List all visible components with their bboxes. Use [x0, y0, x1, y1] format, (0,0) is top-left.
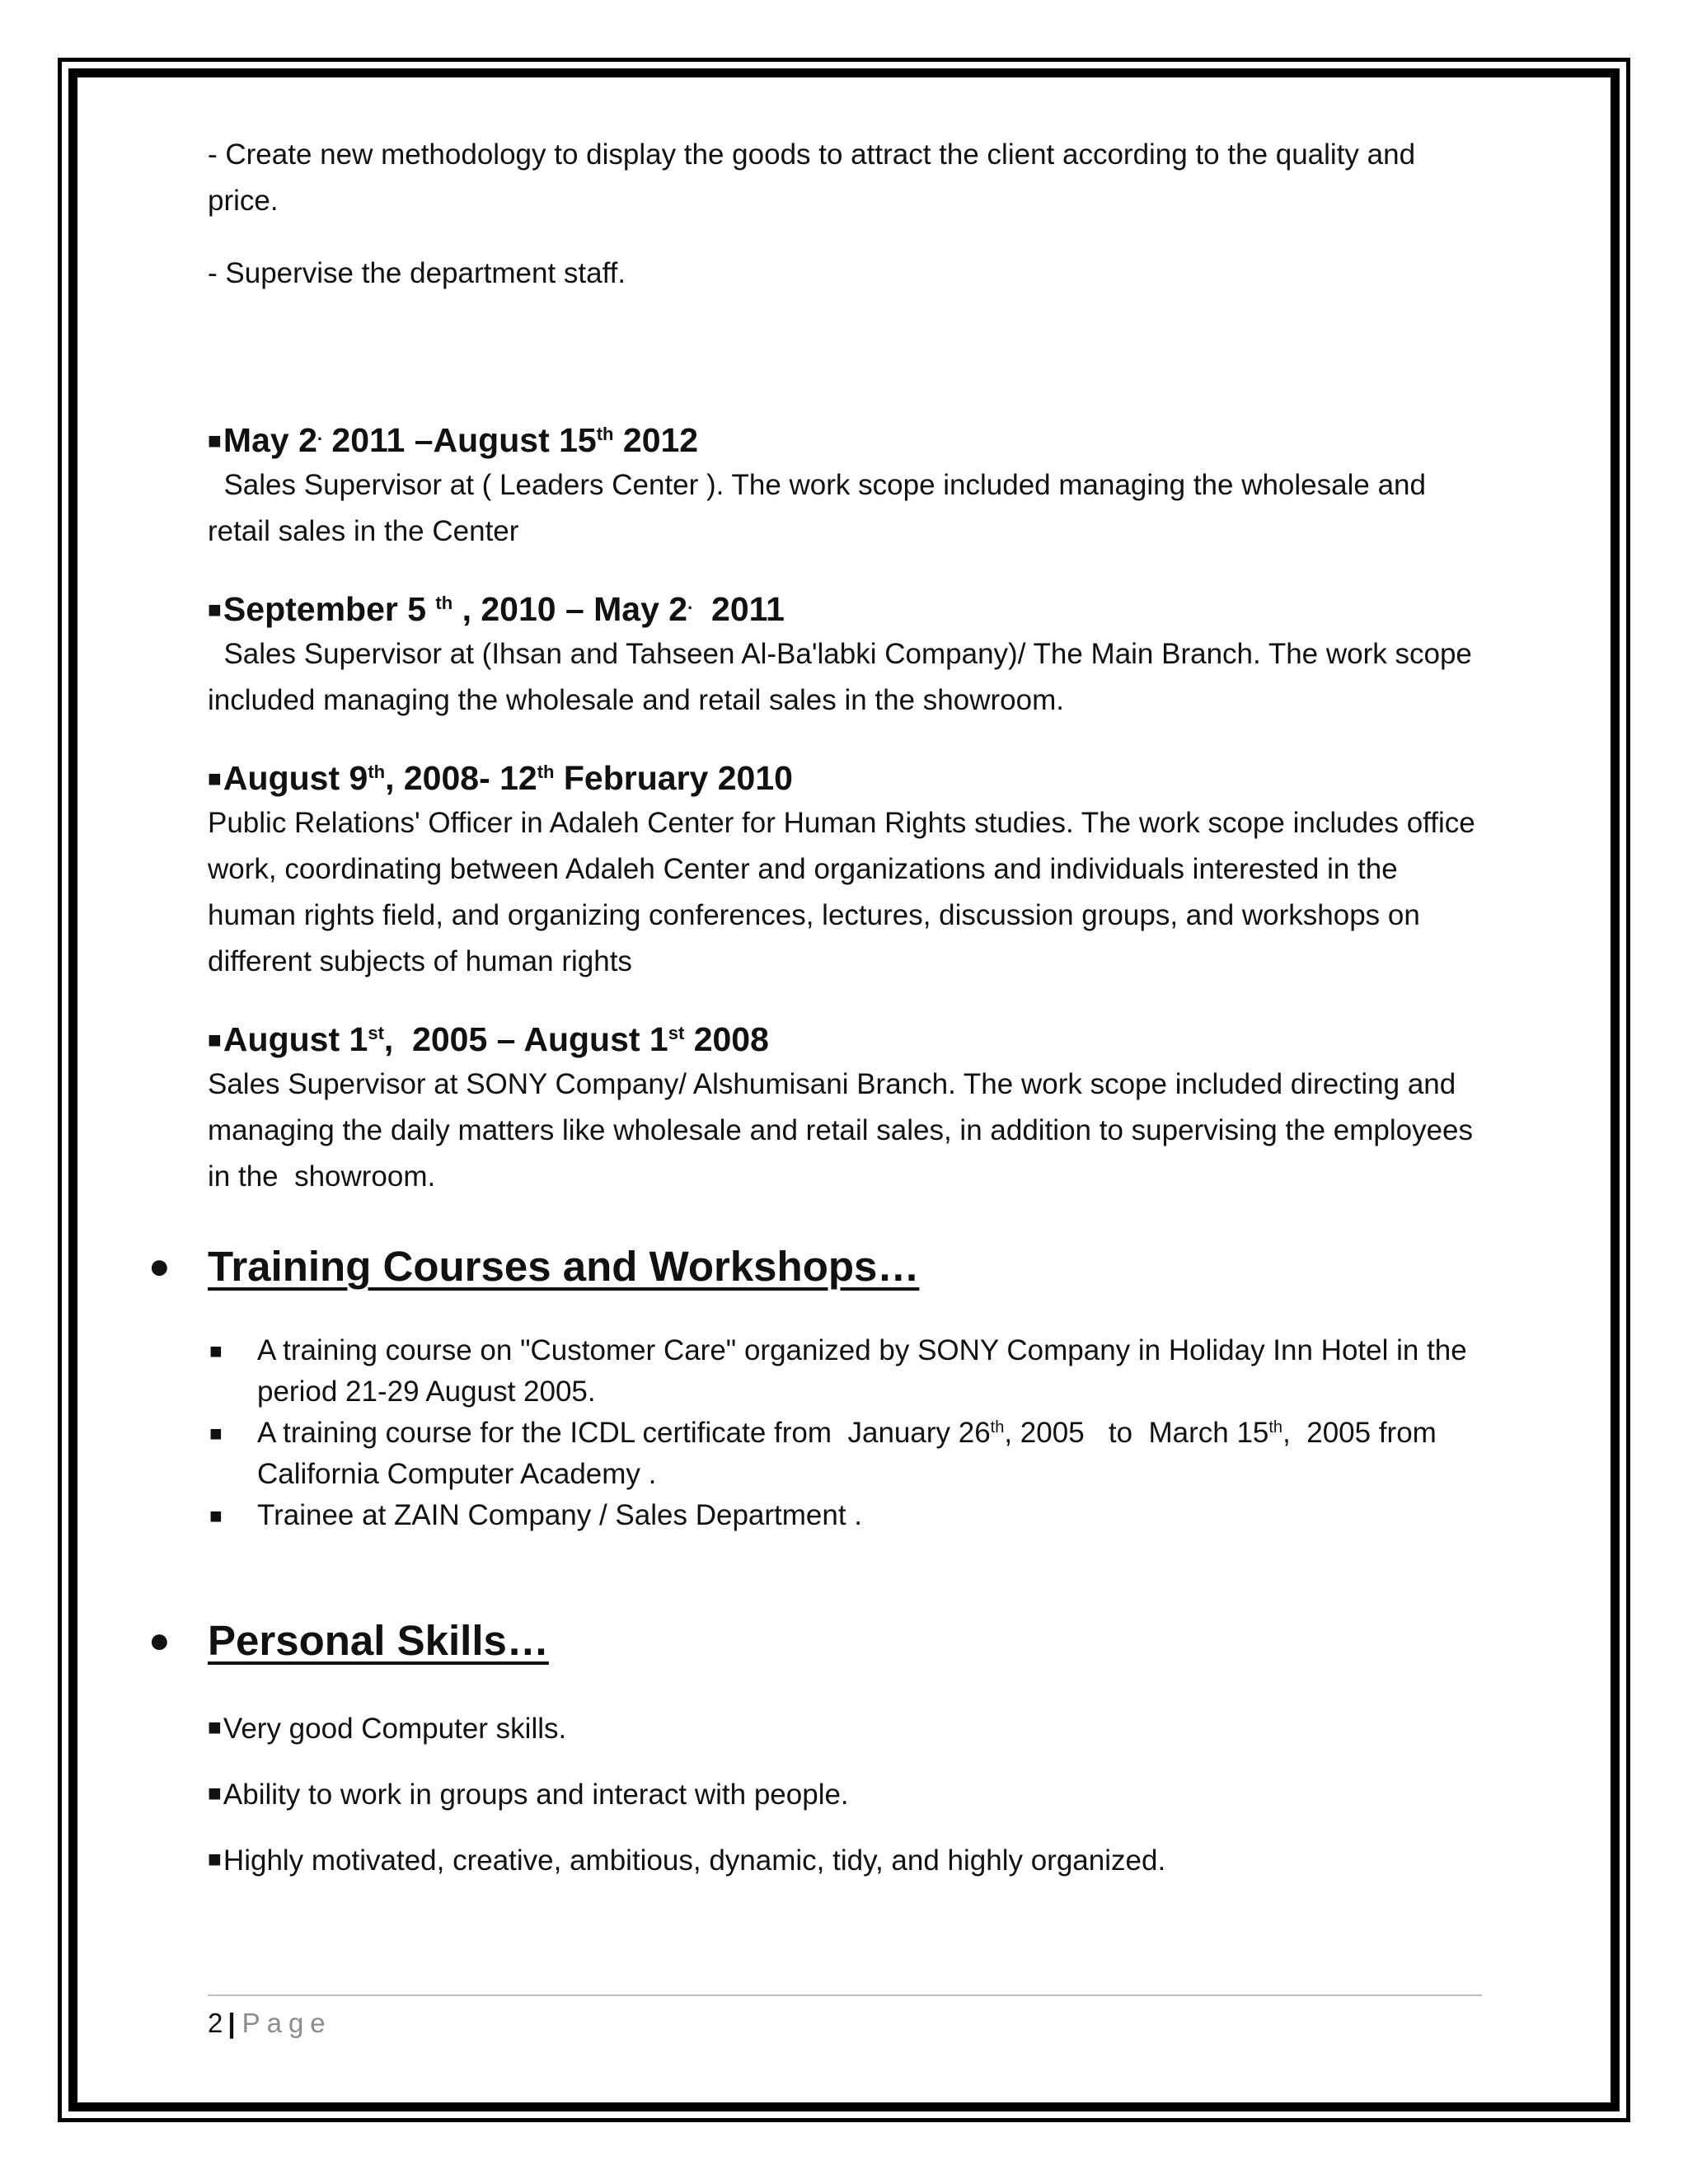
document-body	[148, 132, 1481, 1884]
square-bullet-icon: ■	[208, 428, 222, 453]
job-date-heading: ■August 1st, 2005 – August 1st 2008	[208, 1020, 769, 1058]
square-bullet-icon: ■	[209, 1421, 223, 1446]
page-number: 2	[208, 2008, 223, 2038]
square-bullet-icon: ■	[209, 1503, 223, 1528]
page-footer	[208, 1994, 1482, 2044]
job-entry	[208, 1018, 1481, 1200]
job-date-heading: ■August 9th, 2008- 12th February 2010	[208, 759, 793, 797]
job-entry	[208, 588, 1480, 724]
skill-item: ■Ability to work in groups and interact with people.	[208, 1779, 849, 1811]
skills-section-title: ● Personal Skills…	[208, 1612, 1477, 1670]
square-bullet-icon: ■	[208, 1846, 222, 1872]
round-bullet-icon: ●	[148, 1246, 171, 1286]
job-date-heading: ■May 2. 2011 –August 15th 2012	[208, 421, 699, 459]
intro-line-2: - Supervise the department staff.	[208, 257, 626, 289]
skill-item: ■Very good Computer skills.	[208, 1713, 567, 1745]
footer-separator: |	[227, 2008, 236, 2038]
list-item: ■ A training course for the ICDL certificate from January 26th, 2005 to March 15th, 2005 from California Computer Academy .	[208, 1413, 1477, 1495]
round-bullet-icon: ●	[148, 1620, 171, 1661]
job-entry	[208, 757, 1477, 985]
square-bullet-icon: ■	[208, 1714, 222, 1740]
skill-item: ■Highly motivated, creative, ambitious, dynamic, tidy, and highly organized.	[208, 1844, 1166, 1877]
list-item: ■ Trainee at ZAIN Company / Sales Department .	[208, 1495, 1477, 1536]
page-label: Page	[241, 2008, 332, 2038]
job-description: Sales Supervisor at ( Leaders Center ). The work scope included managing the wholesale and retail sales in the Center	[208, 469, 1434, 547]
square-bullet-icon: ■	[208, 1027, 222, 1052]
training-list	[208, 1330, 1477, 1536]
job-description: Sales Supervisor at SONY Company/ Alshumisani Branch. The work scope included directing and managing the daily matters like wholesale and retail sales, in addition to supervising the employees in the showroom.	[208, 1068, 1481, 1193]
list-item: ■ A training course on "Customer Care" organized by SONY Company in Holiday Inn Hotel in the period 21-29 August 2005.	[208, 1330, 1477, 1413]
job-description: Sales Supervisor at (Ihsan and Tahseen Al-Ba'labki Company)/ The Main Branch. The work scope included managing the wholesale and retail sales in the showroom.	[208, 638, 1480, 716]
square-bullet-icon: ■	[208, 766, 222, 791]
training-section-title: ● Training Courses and Workshops…	[208, 1238, 1477, 1296]
square-bullet-icon: ■	[208, 1780, 222, 1806]
square-bullet-icon: ■	[209, 1338, 223, 1363]
job-description: Public Relations' Officer in Adaleh Center for Human Rights studies. The work scope includes office work, coordinating between Adaleh Center and organizations and individuals interested in the human rights field, and organizing conferences, lectures, discussion groups, and workshops on different subjects of human rights	[208, 807, 1475, 977]
job-date-heading: ■September 5 $^{th}$ , 2010 – May 2. 2011	[208, 590, 785, 628]
job-entry	[208, 419, 1477, 555]
intro-line-1: - Create new methodology to display the goods to attract the client according to the quality and price.	[208, 138, 1416, 217]
square-bullet-icon: ■	[208, 597, 222, 622]
